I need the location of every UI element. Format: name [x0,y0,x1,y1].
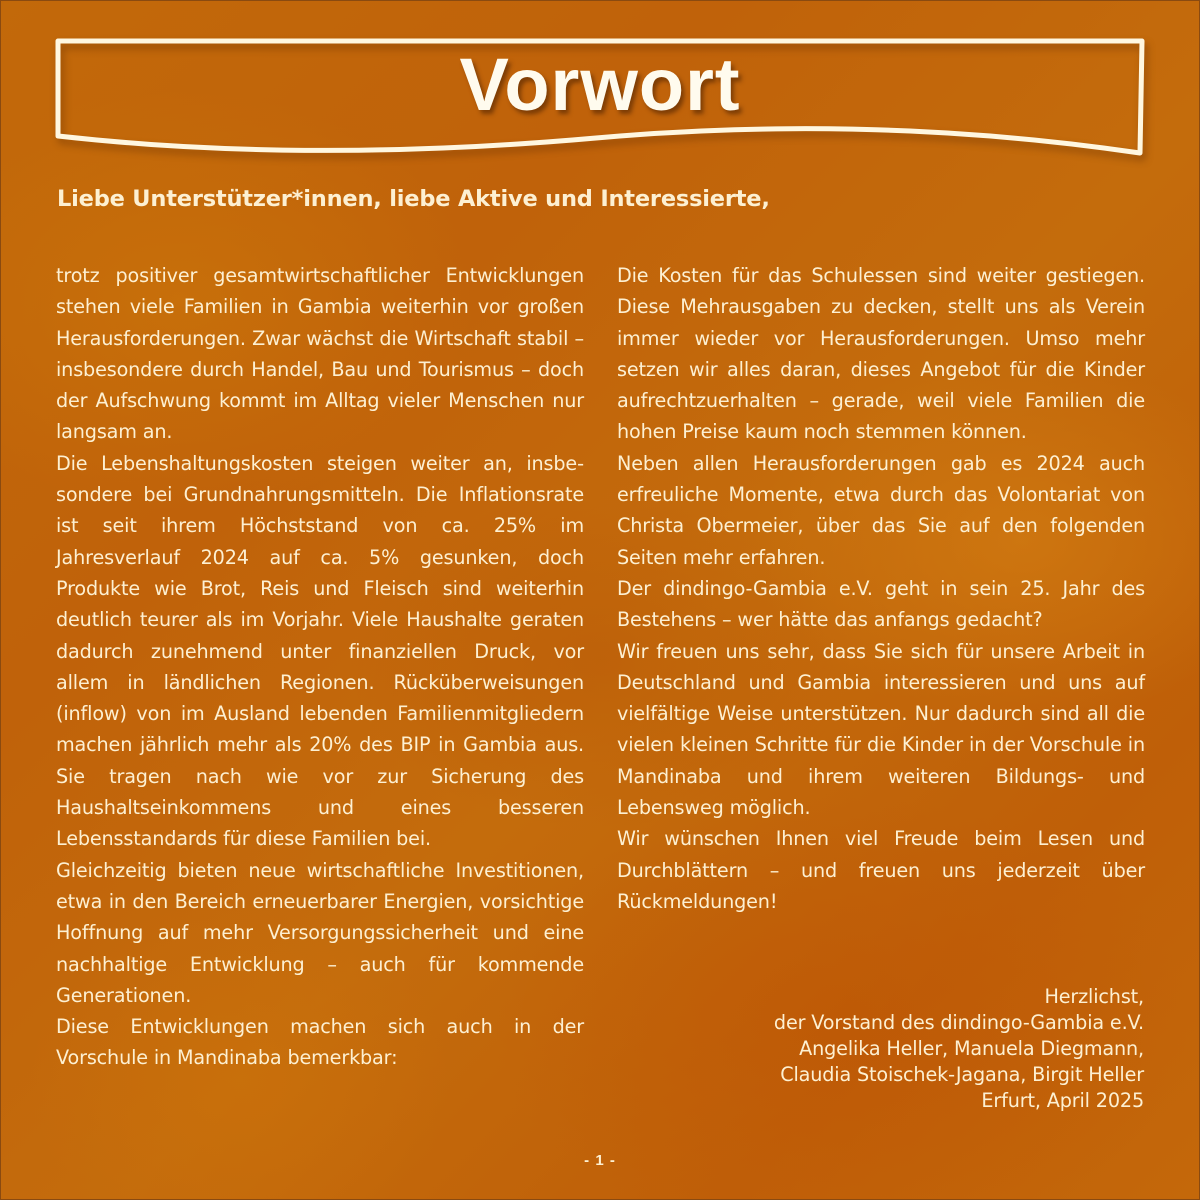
paragraph: Die Kosten für das Schulessen sind weiter gestiegen. Diese Mehrausgaben zu decken, stellt uns als Verein immer wieder vor Herausforderungen. Umso mehr setzen wir alles daran, dieses Angebot für die Kinder aufrechtzuerhalten – gerade, weil viele Familien die hohen Preise kaum noch stemmen können. [617,264,1145,444]
signature-names: Angelika Heller, Manuela Diegmann, [799,1037,1144,1060]
title-banner [56,38,1144,163]
right-column [617,260,1145,917]
page-title: Vorwort [459,43,741,126]
paragraph: Neben allen Herausforderungen gab es 2024 auch erfreuliche Momente, etwa durch das Volontariat von Christa Obermeier, über das Sie auf den folgenden Seiten mehr erfahren. [617,451,1145,569]
paragraph: Wir freuen uns sehr, dass Sie sich für unsere Arbeit in Deutschland und Gambia interessieren und uns auf vielfältige Weise unterstützen. Nur dadurch sind all die vielen kleinen Schritte für die Kinder in der Vorschule in Mandinaba und ihrem weiteren Bildungs- und Lebensweg möglich. [617,639,1145,820]
paragraph: Gleichzeitig bieten neue wirtschaftliche Investitionen, etwa in den Bereich erneuerbarer Energien, vorsichtige Hoffnung auf mehr Versorgungssicherheit und eine nachhaltige Entwicklung – auch für kommende Generationen. [56,858,584,1007]
salutation: Liebe Unterstützer*innen, liebe Aktive und Interessierte, [57,186,770,212]
signature-names: Claudia Stoischek-Jagana, Birgit Heller [780,1063,1144,1086]
signature-closing: Herzlichst, [1044,985,1144,1008]
paragraph: Diese Entwicklungen machen sich auch in der Vorschule in Mandinaba bemerkbar: [56,1015,584,1070]
paragraph: Die Lebenshaltungskosten steigen weiter an, insbesondere bei Grundnahrungsmitteln. Die Inflationsrate ist seit ihrem Höchststand von ca. 25% im Jahresverlauf 2024 auf ca. 5% gesunken, doch Produkte wie Brot, Reis und Fleisch sind weiterhin deutlich teurer als im Vorjahr. Viele Haushalte geraten dadurch zunehmend unter finanziellen Druck, vor allem in ländlichen Regionen. Rücküberweisungen (inflow) von im Ausland lebenden Familienmitgliedern machen jährlich mehr als 20% des BIP in Gambia aus. Sie tragen nach wie vor zur Sicherung des Haushaltseinkommens und eines besseren Lebensstandards für diese Familien bei. [56,451,584,851]
signature-block [774,984,1144,1114]
paragraph: Der dindingo-Gambia e.V. geht in sein 25. Jahr des Bestehens – wer hätte das anfangs gedacht? [617,576,1145,632]
page-number: - 1 - [584,1152,616,1169]
left-column [56,260,584,1074]
signature-place-date: Erfurt, April 2025 [981,1089,1144,1112]
paragraph: Wir wünschen Ihnen viel Freude beim Lesen und Durchblättern – und freuen uns jederzeit über Rückmeldungen! [617,827,1145,913]
paragraph: trotz positiver gesamtwirtschaftlicher Entwicklungen stehen viele Familien in Gambia weiterhin vor großen Herausforderungen. Zwar wächst die Wirtschaft stabil – insbesondere durch Handel, Bau und Tourismus – doch der Aufschwung kommt im Alltag vieler Menschen nur langsam an. [56,264,584,444]
signature-organization: der Vorstand des dindingo-Gambia e.V. [773,1011,1144,1034]
